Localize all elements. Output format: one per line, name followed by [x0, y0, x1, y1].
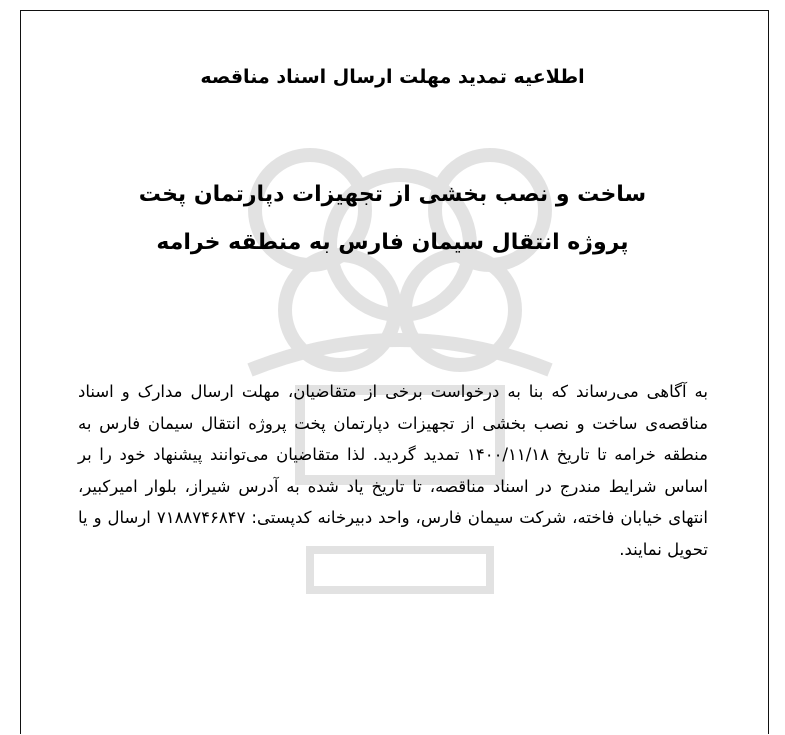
- notice-title: اطلاعیه تمدید مهلت ارسال اسناد مناقصه: [200, 66, 585, 88]
- page-border: [20, 10, 769, 734]
- project-title-line-2: پروژه انتقال سیمان فارس به منطقه خرامه: [156, 230, 629, 255]
- project-title-line-1: ساخت و نصب بخشی از تجهیزات دپارتمان پخت: [138, 182, 647, 207]
- announcement-body: به آگاهی می‌رساند که بنا به درخواست برخی از متقاضیان، مهلت ارسال مدارک و اسناد مناقصه‌ی ساخت و نصب بخشی از تجهیزات دپارتمان پخت پروژه انتقال سیمان فارس به منطقه خرامه تا تاریخ ۱۴۰۰/۱۱/۱۸ تمدید گردید. لذا متقاضیان می‌توانند پیشنهاد خود را بر اساس شرایط مندرج در اسناد مناقصه، تا تاریخ یاد شده به آدرس شیراز، بلوار امیرکبیر، انتهای خیابان فاخته، شرکت سیمان فارس، واحد دبیرخانه کدپستی: ۷۱۸۸۷۴۶۸۴۷ ارسال و یا تحویل نمایند.: [78, 382, 708, 559]
